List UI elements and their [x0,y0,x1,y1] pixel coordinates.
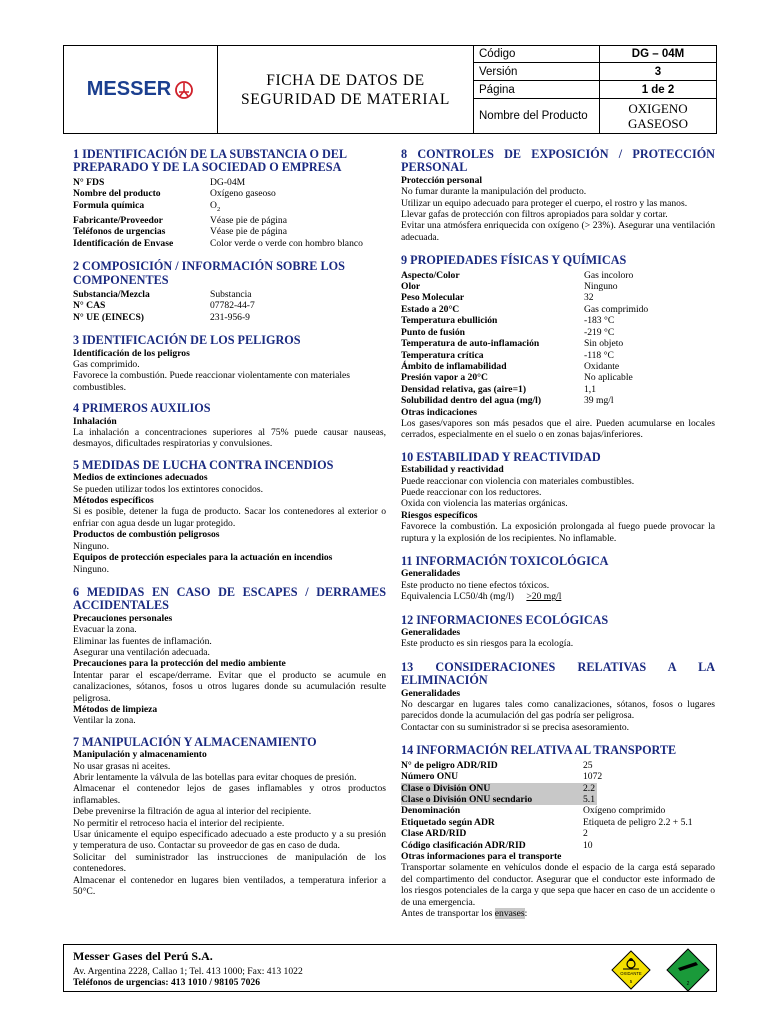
paragraph: Ventilar la zona. [73,715,136,727]
paragraph: Almacenar el contenedor lejos de gases inflamables y otros productos inflamables. [73,783,386,806]
paragraph: No usar grasas ni aceites. [73,760,171,772]
document-title [218,46,474,133]
paragraph: Solicitar del suministrador las instrucciones de manipulación de los contenedores. [73,851,386,875]
section-title: 14 INFORMACIÓN RELATIVA AL TRANSPORTE [401,743,677,758]
paragraph: Oxida con violencia las materias orgánicas. [401,498,568,510]
kv-table [401,270,715,407]
section-title: 12 INFORMACIONES ECOLÓGICAS [401,612,609,627]
section-title: 7 MANIPULACIÓN Y ALMACENAMIENTO [73,734,317,749]
header-value: 1 de 2 [641,83,675,96]
subheading: Medios de extinciones adecuados [73,472,208,484]
kv-row [73,289,386,300]
kv-row [401,805,715,816]
kv-value: 1,1 [584,383,596,395]
kv-key: Temperatura crítica [401,349,484,361]
kv-row [401,350,715,361]
paragraph: Abrir lentamente la válvula de las botellas para evitar choques de presión. [73,772,357,783]
kv-value: Ninguno [584,281,618,293]
kv-row [401,395,715,406]
paragraph: Se pueden utilizar todos los extintores conocidos. [73,483,263,495]
header-label: Nombre del Producto [474,99,600,133]
section-10 [401,451,715,544]
kv-key: Punto de fusión [401,326,465,338]
paragraph: Gas comprimido. [73,359,140,370]
kv-key: Clase o División ONU [401,783,583,794]
paragraph: Ninguno. [73,540,109,552]
right-column [401,148,715,919]
kv-value: Color verde o verde con hombro blanco [210,237,363,249]
kv-row [401,270,715,281]
header-value: 3 [654,65,662,78]
subheading: Manipulación y almacenamiento [73,749,207,761]
kv-row [401,327,715,338]
kv-row [73,215,386,226]
logo-cell [64,46,218,133]
subheading: Otras informaciones para el transporte [401,850,562,862]
paragraph: Almacenar el contenedor en lugares bien ventilados, a temperatura inferior a 50°C. [73,874,386,898]
section-title: 2 COMPOSICIÓN / INFORMACIÓN SOBRE LOS COMPONENTES [73,259,345,287]
kv-value: Véase pie de página [210,226,287,238]
section-3 [73,334,386,393]
kv-value: Oxígeno gaseoso [210,188,276,200]
kv-key: Clase o División ONU secndario [401,794,583,805]
lc50-label: Equivalencia LC50/4h (mg/l) [401,591,514,603]
kv-value: Etiqueta de peligro 2.2 + 5.1 [583,816,693,828]
section-8 [401,148,715,243]
kv-key: Nombre del producto [73,188,161,200]
paragraph: Evitar una atmósfera enriquecida con oxígeno (> 23%). Asegurar una ventilación adecuada. [401,220,715,243]
non-flammable-gas-icon [666,948,710,992]
kv-key: N° UE (EINECS) [73,311,145,323]
kv-key: Formula química [73,199,145,211]
header-row-version [474,63,716,81]
paragraph: Contactar con su suministrador si se precisa asesoramiento. [401,721,630,733]
subheading: Precauciones para la protección del medio ambiente [73,658,286,670]
paragraph: Usar únicamente el equipo especificado adecuado a este producto y a su presión y temperatura de uso. Contactar su proveedor de gas en caso de duda. [73,829,386,852]
header-row-product [474,99,716,133]
kv-value: 07782-44-7 [210,300,255,312]
kv-key: Peso Molecular [401,292,465,304]
document-footer [63,944,717,992]
kv-value: Sin objeto [584,338,624,350]
section-1 [73,148,386,249]
kv-value: -219 °C [584,326,615,338]
kv-row [401,338,715,349]
kv-row [73,226,386,237]
kv-key: Presión vapor a 20°C [401,372,488,384]
kv-key: Etiquetado según ADR [401,816,495,828]
section-title: 10 ESTABILIDAD Y REACTIVIDAD [401,449,601,464]
text-run: : [524,907,528,919]
kv-row [73,177,386,188]
kv-key: Clase ARD/RID [401,828,467,840]
paragraph: Transportar solamente en vehículos donde el espacio de la carga está separado del compartimento del conductor. Asegurar que el conductor este informado de los riesgos potenciales de la carga y que sepa que hacer en caso de un accidente o de una emergencia. [401,862,715,908]
kv-key: Olor [401,281,421,293]
subheading: Equipos de protección especiales para la actuación en incendios [73,552,333,564]
kv-value: 5.1 [583,793,595,805]
kv-key: Densidad relativa, gas (aire=1) [401,383,527,395]
kv-key: N° CAS [73,300,106,312]
paragraph: Debe prevenirse la filtración de agua al interior del recipiente. [73,806,312,818]
paragraph: No fumar durante la manipulación del producto. [401,186,587,198]
header-row-code [474,46,716,63]
section-title: 6 MEDIDAS EN CASO DE ESCAPES / DERRAMES ACCIDENTALES [73,584,386,613]
svg-text:OXIDANTE: OXIDANTE [620,971,642,976]
kv-key: Fabricante/Proveedor [73,214,163,226]
section-title: 5 MEDIDAS DE LUCHA CONTRA INCENDIOS [73,457,334,472]
header-value: OXIGENO GASEOSO [628,101,688,131]
header-info-table [474,46,716,133]
svg-text:5: 5 [629,979,633,984]
section-title: 3 IDENTIFICACIÓN DE LOS PELIGROS [73,333,301,348]
paragraph: Este producto es sin riesgos para la ecología. [401,638,574,650]
subheading: Inhalación [73,415,117,427]
kv-row [401,304,715,315]
section-title: 4 PRIMEROS AUXILIOS [73,401,211,416]
kv-value: 2 [583,828,588,840]
section-13 [401,661,715,733]
kv-row [401,384,715,395]
kv-table [73,177,386,249]
kv-key: N° de peligro ADR/RID [401,759,498,771]
section-5 [73,459,386,575]
paragraph: Los gases/vapores son más pesados que el aire. Pueden acumularse en locales cerrados, especialmente en el suelo o en zonas bajas/inferiores. [401,417,715,441]
header-label: Versión [474,63,600,80]
kv-value: 10 [583,839,593,851]
kv-value: -118 °C [584,349,614,361]
kv-value: 25 [583,759,593,771]
paragraph: Evacuar la zona. [73,624,137,636]
subheading: Generalidades [401,627,461,639]
paragraph: Utilizar un equipo adecuado para proteger el cuerpo, el rostro y las manos. [401,197,688,209]
company-address: Av. Argentina 2228, Callao 1; Tel. 413 1000; Fax: 413 1022 [73,966,303,977]
header-label: Código [474,46,600,62]
kv-value: DG-04M [210,176,246,188]
lc50-value: >20 mg/l [526,591,562,603]
section-7 [73,736,386,898]
section-title: 1 IDENTIFICACIÓN DE LA SUBSTANCIA O DEL PREPARADO Y DE LA SOCIEDAD O EMPRESA [73,147,347,175]
header-label: Página [474,81,600,98]
subheading: Métodos de limpieza [73,703,158,715]
kv-row [73,238,386,249]
kv-value: 2.2 [583,782,595,794]
kv-row [401,817,715,828]
messer-logo-mark-icon [174,80,194,100]
section-2 [73,260,386,323]
kv-table [401,760,715,851]
kv-row [73,188,386,199]
kv-key: Temperatura ebullición [401,315,498,327]
title-line-2: SEGURIDAD DE MATERIAL [241,90,450,108]
kv-row [401,771,715,782]
subheading: Otras indicaciones [401,406,477,418]
kv-value: No aplicable [584,372,633,384]
kv-value: 32 [584,292,594,304]
formula-subscript: 2 [216,205,221,213]
document-header [63,45,717,134]
kv-row [401,281,715,292]
kv-table [73,289,386,323]
oxidizer-hazard-icon [611,950,651,990]
kv-value: Substancia [210,288,252,300]
kv-row [73,200,386,215]
kv-key: Estado a 20°C [401,303,460,315]
kv-key: Solubilidad dentro del agua (mg/l) [401,395,542,407]
title-line-1: FICHA DE DATOS DE [266,71,425,89]
left-column [73,148,386,897]
kv-value: -183 °C [584,315,615,327]
kv-key: Denominación [401,805,461,817]
messer-logo: MESSER [86,78,172,100]
section-title: 13 CONSIDERACIONES RELATIVAS A LA ELIMINACIÓN [401,659,715,688]
highlighted-text: envases [494,907,525,919]
subheading: Riesgos específicos [401,509,478,521]
kv-value: Oxígeno comprimido [583,805,666,817]
kv-key: Código clasificación ADR/RID [401,839,526,851]
kv-key: Número ONU [401,771,459,783]
paragraph: Favorece la combustión. Puede reaccionar violentamente con materiales combustibles. [73,370,351,393]
paragraph [401,591,715,602]
text-run: Antes de transportar los [401,907,495,919]
subheading: Precauciones personales [73,612,173,624]
kv-value: Oxidante [584,360,620,372]
company-name: Messer Gases del Perú S.A. [73,949,213,963]
header-row-page [474,81,716,99]
paragraph: Este producto no tiene efectos tóxicos. [401,579,550,591]
subheading: Productos de combustión peligrosos [73,529,220,541]
kv-value: 39 mg/l [584,395,614,407]
header-value: DG – 04M [631,48,685,60]
subheading: Identificación de los peligros [73,347,190,359]
kv-value: Véase pie de página [210,214,287,226]
subheading: Generalidades [401,687,461,699]
paragraph: Si es posible, detener la fuga de producto. Sacar los contenedores al exterior o enfriar con agua desde un lugar protegido. [73,506,386,529]
kv-key: Teléfonos de urgencias [73,226,166,238]
section-14 [401,744,715,919]
emergency-phones: Teléfonos de urgencias: 413 1010 / 98105 7026 [73,977,260,988]
paragraph: Llevar gafas de protección con filtros apropiados para soldar y cortar. [401,209,668,221]
kv-value: Gas incoloro [584,269,634,281]
kv-row-highlight [401,794,715,805]
kv-row [401,840,715,851]
section-4 [73,402,386,450]
subheading: Generalidades [401,568,461,580]
kv-key: N° FDS [73,176,105,188]
kv-row [401,292,715,303]
section-11 [401,555,715,603]
paragraph: No permitir el retroceso hacia el interior del recipiente. [73,817,285,829]
paragraph: Puede reaccionar con los reductores. [401,486,542,498]
paragraph: Ninguno. [73,563,109,575]
section-title: 9 PROPIEDADES FÍSICAS Y QUÍMICAS [401,253,627,268]
subheading: Métodos específicos [73,495,154,507]
kv-row [401,361,715,372]
kv-value: Gas comprimido [584,303,649,315]
kv-key: Aspecto/Color [401,269,460,281]
section-6 [73,586,386,727]
paragraph: Intentar parar el escape/derrame. Evitar que el producto se acumule en canalizaciones, sótanos, fosos u otros lugares donde su acumulación resulte peligrosa. [73,669,386,704]
subheading: Estabilidad y reactividad [401,464,504,476]
kv-row [401,315,715,326]
kv-row [401,828,715,839]
paragraph: No descargar en lugares tales como canalizaciones, sótanos, fosos o lugares parecidos donde la acumulación del gas podría ser peligrosa. [401,699,715,722]
kv-value: 231-956-9 [210,311,250,323]
kv-row-highlight [401,783,715,794]
formula: O [210,199,217,211]
kv-row [73,312,386,323]
svg-text:2: 2 [686,981,690,987]
kv-key: Substancia/Mezcla [73,288,150,300]
subheading: Protección personal [401,174,483,186]
kv-key: Identificación de Envase [73,237,174,249]
kv-row [401,760,715,771]
section-title: 8 CONTROLES DE EXPOSICIÓN / PROTECCIÓN PERSONAL [401,147,715,175]
paragraph [401,908,715,919]
section-12 [401,614,715,650]
kv-value: 1072 [583,771,603,783]
paragraph: Asegurar una ventilación adecuada. [73,646,210,658]
paragraph: Eliminar las fuentes de inflamación. [73,635,212,647]
paragraph: Favorece la combustión. La exposición prolongada al fuego puede provocar la ruptura y la explosión de los recipientes. No inflamable. [401,521,715,544]
paragraph: Puede reaccionar con violencia con materiales combustibles. [401,475,635,487]
kv-value [210,200,220,215]
kv-key: Ámbito de inflamabilidad [401,360,507,372]
section-9 [401,254,715,441]
section-title: 11 INFORMACIÓN TOXICOLÓGICA [401,554,609,568]
kv-row [73,300,386,311]
kv-row [401,372,715,383]
paragraph: La inhalación a concentraciones superiores al 75% puede causar nauseas, desmayos, dificultades respiratorias y convulsiones. [73,427,386,450]
kv-key: Temperatura de auto-inflamación [401,338,540,350]
footer-text [73,949,303,988]
